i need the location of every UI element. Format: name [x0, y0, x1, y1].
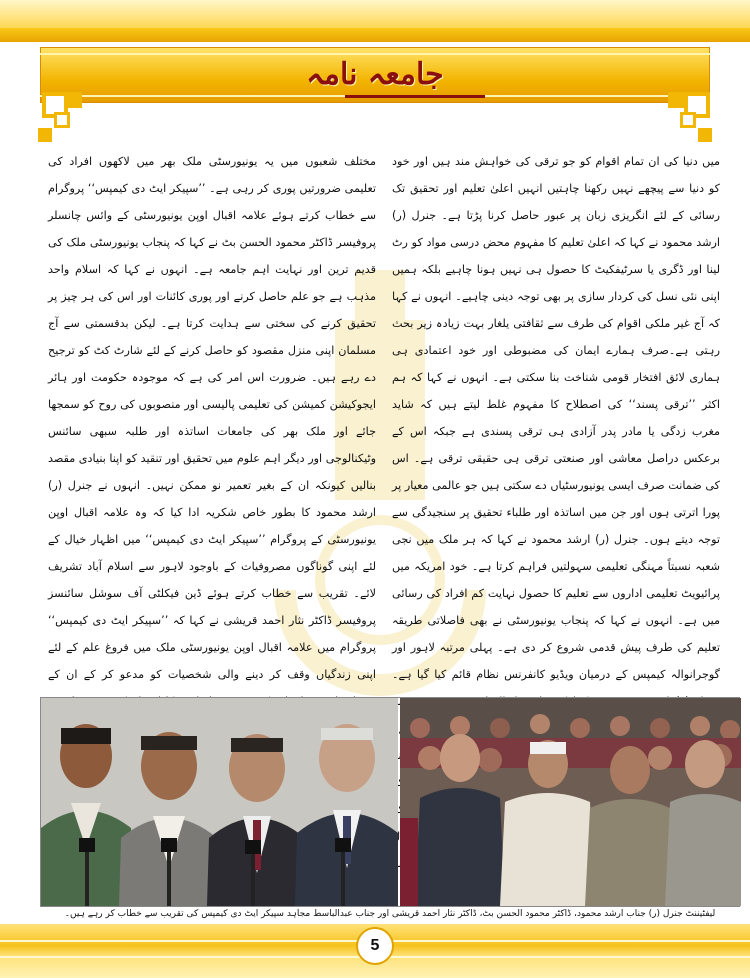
audience-photo — [400, 698, 741, 906]
decorative-square — [698, 128, 712, 142]
photo-caption: لیفٹیننٹ جنرل (ر) جناب ارشد محمود، ڈاکٹر محمود الحسن بٹ، ڈاکٹر نثار احمد قریشی اور جناب عبدالباسط مجاہد سپیکر ایٹ دی کیمپس کی تقریب سے خطاب کر رہے ہیں۔ — [64, 909, 716, 919]
decorative-square — [66, 92, 82, 108]
page-title: جامعہ نامہ — [306, 57, 444, 92]
decorative-square — [668, 92, 684, 108]
article-column-left: مختلف شعبوں میں یہ یونیورسٹی ملک بھر میں لاکھوں افراد کی تعلیمی ضرورتیں پوری کر رہی ہے۔ ’’سپیکر ایٹ دی کیمپس‘‘ پروگرام سے خطاب کرتے ہوئے علامہ اقبال اوپن یونیورسٹی کے وائس چانسلر پروفیسر ڈاکٹر محمود الحسن بٹ نے کہا کہ پنجاب یونیورسٹی ملک کی قدیم ترین اور نہایت اہم جامعہ ہے۔ انہوں نے کہا کہ اسلام واحد مذہب ہے جو علم حاصل کرنے اور پوری کائنات اور اس کی ہر چیز پر تحقیق کرنے کی سختی سے ہدایت کرتا ہے۔ لیکن بدقسمتی سے آج مسلمان اپنی منزل مقصود کو حاصل کرنے کے لئے شارٹ کٹ کو ترجیح دے رہے ہیں۔ ضرورت اس امر کی ہے کہ موجودہ حکومت اور ہائر ایجوکیشن کمیشن کی تعلیمی پالیسی اور منصوبوں کی روح کو سمجھا جائے اور ملک بھر کی جامعات اساتذہ اور طلبہ سبھی سائنس وٹیکنالوجی اور دیگر اہم علوم میں تحقیق اور تنقید کو اپنا بنیادی مقصد بنالیں کیونکہ ان کے بغیر تعمیر نو ممکن نہیں۔ انہوں نے جنرل (ر) ارشد محمود کا بطور خاص شکریہ ادا کیا کہ وہ علامہ اقبال اوپن یونیورسٹی کے پروگرام ’’سپیکر ایٹ دی کیمپس‘‘ میں اظہار خیال کے لئے اپنی گوناگوں مصروفیات کے باوجود لاہور سے اسلام آباد تشریف لائے۔ تقریب سے خطاب کرتے ہوئے ڈین فیکلٹی آف سوشل سائنسز پروفیسر ڈاکٹر نثار احمد قریشی نے کہا کہ ’’سپیکر ایٹ دی کیمپس‘‘ پروگرام میں علامہ اقبال اوپن یونیورسٹی ملک میں فروغ علم کے لئے اپنی زندگیاں وقف کر دینے والی شخصیات کو مدعو کر کے ان کے — [48, 155, 376, 681]
decorative-square — [54, 112, 70, 128]
title-bar — [40, 44, 710, 106]
title-underline — [345, 95, 485, 98]
speakers-photo — [41, 698, 398, 906]
header-stripe — [0, 28, 750, 42]
article-column-right: میں دنیا کی ان تمام اقوام کو جو ترقی کی خواہش مند ہیں اور خود کو دنیا سے پیچھے نہیں رکھنا چاہتیں انہیں اعلیٰ تعلیم اور تحقیق تک رسائی کے لئے انگریزی زبان پر عبور حاصل کرنا پڑتا ہے۔ جنرل (ر) ارشد محمود نے کہا کہ اعلیٰ تعلیم کا مفہوم محض درسی مواد کو رٹ لینا اور ڈگری یا سرٹیفکیٹ کا حصول ہی نہیں ہونا چاہیے بلکہ ہمیں اپنی نئی نسل کی کردار سازی پر بھی توجہ دینی چاہیے۔ انہوں نے کہا کہ آج غیر ملکی اقوام کی طرف سے ثقافتی یلغار بہت زیادہ زیر بحث رہتی ہے۔صرف ہمارے ایمان کی مضبوطی اور خود اعتمادی ہی ہماری لائق افتخار قومی شناخت بنا سکتی ہے۔ انہوں نے کہا کہ ہم اکثر ’’ترقی پسند‘‘ کی اصطلاح کا مفہوم غلط لیتے ہیں کہ شاید مغرب زدگی یا مادر پدر آزادی ہی ترقی پسندی ہے جبکہ اس کے برعکس دراصل معاشی اور صنعتی ترقی ہی حقیقی ترقی ہے۔ اس کی ضمانت صرف ایسی یونیورسٹیاں دے سکتی ہیں جو عالمی معیار پر پورا اترتی ہوں اور جن میں اساتذہ اور طلباء تحقیق پر سنجیدگی سے توجہ دیتے ہوں۔ جنرل (ر) ارشد محمود نے کہا کہ ہر ملک میں نجی شعبہ نسبتاً مہنگی تعلیمی سہولتیں فراہم کرتا ہے۔ خود امریکہ میں پرائیویٹ تعلیمی اداروں سے تعلیم کا حصول نہایت کم افراد کی رسائی میں ہے۔ انہوں نے کہا کہ پنجاب یونیورسٹی نے بھی فاصلاتی طریقہ تعلیم کی طرف پیش قدمی شروع کر دی ہے۔ پہلی مرتبہ لاہور اور گوجرانوالہ کیمپس کے درمیان ویڈیو کانفرنس نظام قائم کیا گیا ہے۔ — [392, 155, 720, 681]
photo-strip — [40, 697, 740, 907]
page-number: 5 — [356, 927, 394, 965]
decorative-square — [38, 128, 52, 142]
decorative-square — [680, 112, 696, 128]
